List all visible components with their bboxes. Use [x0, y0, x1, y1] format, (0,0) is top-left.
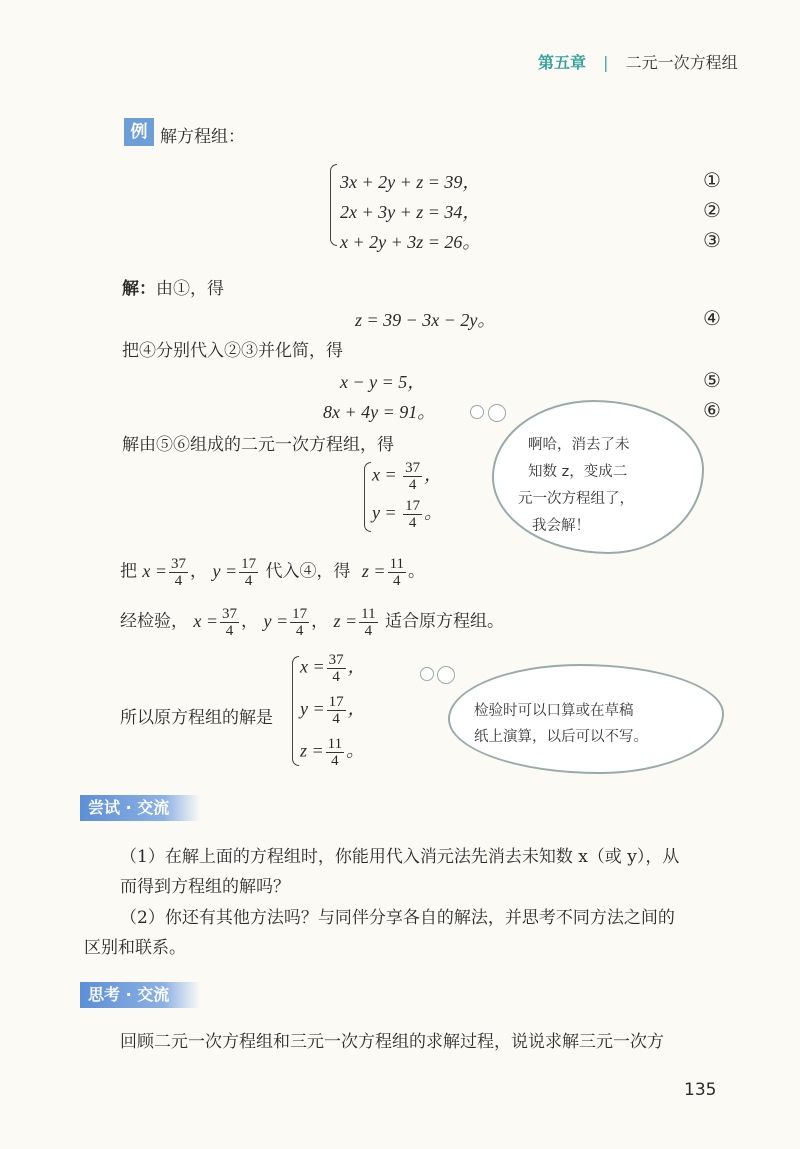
text-line: （1）在解上面的方程组时，你能用代入消元法先消去未知数 x（或 y），从: [120, 847, 680, 867]
equation-tag-3: ③: [703, 228, 721, 252]
text: 代入④，得: [265, 561, 351, 582]
numerator: 17: [292, 606, 308, 622]
fraction: [388, 556, 406, 589]
text: 经检验，: [120, 611, 188, 632]
cloud-line: 啊哈，消去了未: [528, 437, 630, 453]
numerator: 11: [327, 736, 343, 752]
substitution-line: 把 x = $\frac{37}{4}$ ， y = $\frac{17}{4}$ 代入④，得 z = $\frac{11}{4}$ 。: [120, 556, 426, 589]
solution-step-1: 由①，得: [156, 279, 224, 299]
equation-6: 8x + 4y = 91。: [323, 402, 436, 422]
equation-tag-5: ⑤: [703, 368, 721, 392]
equation-1: 3x + 2y + z = 39，: [340, 172, 481, 192]
numerator: 37: [328, 652, 344, 668]
denominator: 4: [332, 669, 340, 685]
denominator: 4: [174, 573, 183, 589]
equation-4: z = 39 − 3x − 2y。: [355, 310, 496, 330]
final-y: y = $\frac{17}{4}$ ，: [300, 694, 366, 727]
text: 适合原方程组。: [385, 611, 505, 632]
denominator: 4: [332, 711, 340, 727]
solution-y: y = $\frac{17}{4}$ 。: [372, 498, 443, 531]
solution-step-3: 解由⑤⑥组成的二元一次方程组，得: [122, 435, 394, 455]
cloud-line: 纸上演算，以后可以不写。: [474, 729, 648, 745]
equation-tag-6: ⑥: [703, 398, 721, 422]
solution-line-1: [122, 274, 224, 299]
example-prompt: 解方程组：: [160, 127, 245, 147]
denominator: 4: [331, 753, 339, 769]
fraction: [169, 556, 188, 589]
fraction: [326, 736, 344, 769]
equation-tag-1: ①: [703, 168, 721, 192]
text-line: 区别和联系。: [84, 938, 186, 958]
cloud-text-2: [474, 698, 648, 750]
thought-bubble-dot: [437, 666, 455, 684]
denominator: 4: [244, 573, 253, 589]
page-number: 135: [684, 1080, 717, 1100]
final-label: 所以原方程组的解是: [120, 708, 273, 728]
cloud-line: 检验时可以口算或在草稿: [474, 703, 634, 719]
chapter-header: [538, 50, 738, 73]
check-line: 经检验， x = $\frac{37}{4}$ ， y = $\frac{17}{4}$ ， z = $\frac{11}{4}$ 适合原方程组。: [120, 606, 505, 639]
denominator: 4: [364, 623, 373, 639]
fraction: [220, 606, 239, 639]
equation-tag-2: ②: [703, 198, 721, 222]
numerator: 11: [361, 606, 376, 622]
math-x: x = $\frac{37}{4}$: [193, 606, 238, 639]
solution-x: x = $\frac{37}{4}$ ，: [372, 460, 443, 493]
try-question-2: [84, 903, 675, 963]
text: 把: [120, 561, 137, 582]
numerator: 17: [241, 556, 257, 572]
math-z: z = $\frac{11}{4}$: [333, 606, 376, 639]
thought-cloud-1: [492, 400, 704, 554]
numerator: 37: [171, 556, 187, 572]
fraction: [403, 460, 422, 493]
fraction: [403, 498, 422, 531]
numerator: 37: [222, 606, 238, 622]
math-y: y = $\frac{17}{4}$: [212, 556, 257, 589]
equation-2: 2x + 3y + z = 34，: [340, 202, 481, 222]
system-brace: [330, 164, 337, 246]
thought-cloud-2: [448, 664, 724, 774]
denominator: 4: [295, 623, 304, 639]
math-z: z = $\frac{11}{4}$: [361, 556, 405, 589]
final-brace: [292, 656, 299, 766]
numerator: 11: [389, 556, 405, 572]
chapter-title: 二元一次方程组: [625, 53, 738, 72]
denominator: 4: [408, 515, 417, 531]
think-text: 回顾二元一次方程组和三元一次方程组的求解过程，说说求解三元一次方: [120, 1032, 664, 1052]
text-line: 而得到方程组的解吗？: [120, 877, 290, 897]
cloud-line: 我会解！: [532, 518, 590, 534]
math-x: x = $\frac{37}{4}$: [142, 556, 187, 589]
text-line: （2）你还有其他方法吗？与同伴分享各自的解法，并思考不同方法之间的: [120, 908, 675, 928]
final-x: x = $\frac{37}{4}$ ，: [300, 652, 366, 685]
thought-bubble-dot: [420, 667, 434, 681]
thought-bubble-dot: [488, 404, 506, 422]
denominator: 4: [393, 573, 401, 589]
cloud-line: 元一次方程组了，: [518, 491, 634, 507]
numerator: 17: [328, 694, 344, 710]
cloud-text-1: [518, 432, 634, 540]
fraction: [290, 606, 309, 639]
solution-brace: [364, 462, 371, 532]
math-y: y = $\frac{17}{4}$: [263, 606, 308, 639]
equation-3: x + 2y + 3z = 26。: [340, 232, 481, 252]
cloud-line: 知数 z，变成二: [528, 464, 628, 480]
final-z: z = $\frac{11}{4}$ 。: [300, 736, 365, 769]
chapter-label: 第五章: [538, 53, 587, 72]
equation-tag-4: ④: [703, 306, 721, 330]
example-badge: 例: [124, 118, 154, 146]
numerator: 37: [405, 460, 421, 476]
thought-bubble-dot: [470, 405, 484, 419]
fraction: [327, 694, 346, 727]
denominator: 4: [225, 623, 234, 639]
numerator: 17: [405, 498, 421, 514]
denominator: 4: [408, 477, 417, 493]
fraction: [239, 556, 258, 589]
try-exchange-title: 尝试 · 交流: [80, 795, 200, 821]
header-separator: |: [603, 53, 609, 72]
equation-5: x − y = 5，: [340, 372, 426, 392]
solution-step-2: 把④分别代入②③并化简，得: [122, 341, 343, 361]
fraction: [359, 606, 377, 639]
think-exchange-title: 思考 · 交流: [80, 982, 200, 1008]
fraction: [327, 652, 346, 685]
try-question-1: [120, 842, 679, 902]
solution-label: 解：: [122, 279, 156, 299]
